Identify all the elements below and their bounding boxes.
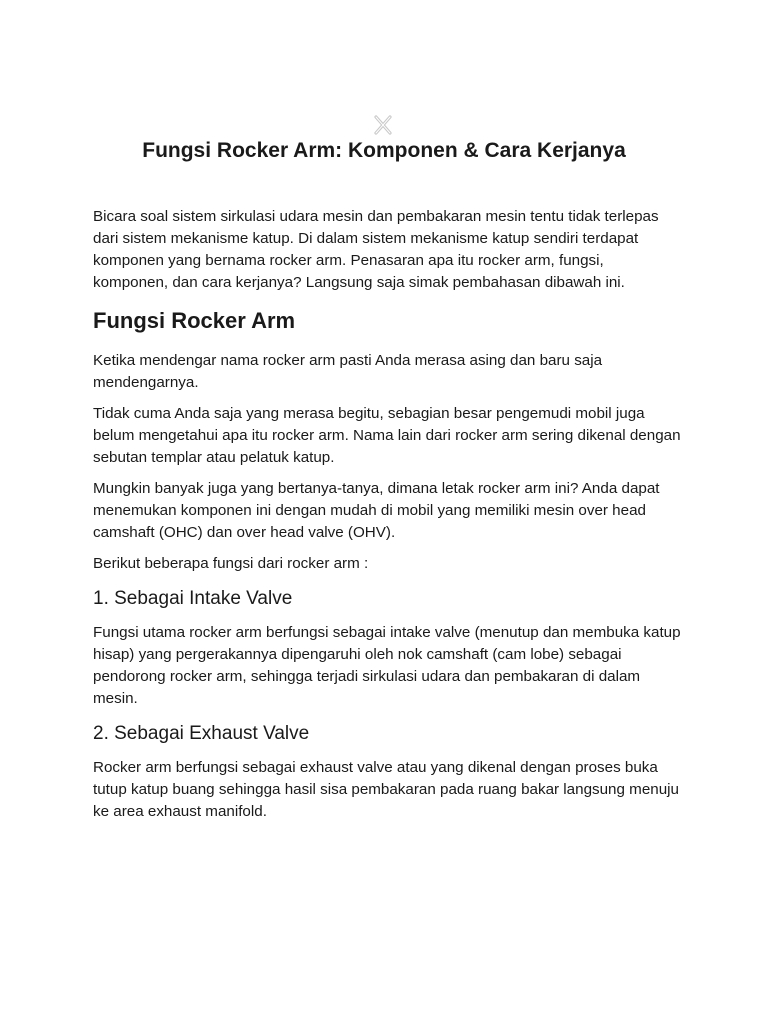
paragraph: Fungsi utama rocker arm berfungsi sebagai intake valve (menutup dan membuka katup hisap) yang pergerakannya dipengaruhi oleh nok camshaft (cam lobe) sebagai pendorong rocker arm, sehingga terjadi sirkulasi udara dan pembakaran di dalam mesin. [93, 624, 681, 707]
intro-paragraph: Bicara soal sistem sirkulasi udara mesin dan pembakaran mesin tentu tidak terlepas dari sistem mekanisme katup. Di dalam sistem mekanisme katup sendiri terdapat komponen yang bernama rocker arm. Penasaran apa itu rocker arm, fungsi, komponen, dan cara kerjanya? Langsung saja simak pembahasan dibawah ini. [93, 208, 659, 291]
paragraph: Mungkin banyak juga yang bertanya-tanya, dimana letak rocker arm ini? Anda dapat menemukan komponen ini dengan mudah di mobil yang memiliki mesin over head camshaft (OHC) dan over head valve (OHV). [93, 480, 660, 541]
subsection-heading: 1. Sebagai Intake Valve [93, 588, 293, 609]
article-body [93, 206, 683, 832]
subsection-heading: 2. Sebagai Exhaust Valve [93, 723, 310, 744]
paragraph: Tidak cuma Anda saja yang merasa begitu, sebagian besar pengemudi mobil juga belum mengetahui apa itu rocker arm. Nama lain dari rocker arm sering dikenal dengan sebutan templar atau pelatuk katup. [93, 405, 681, 466]
paragraph: Rocker arm berfungsi sebagai exhaust valve atau yang dikenal dengan proses buka tutup katup buang sehingga hasil sisa pembakaran pada ruang bakar langsung menuju ke area exhaust manifold. [93, 759, 679, 820]
page-title: Fungsi Rocker Arm: Komponen & Cara Kerjanya [142, 139, 626, 162]
section-heading: Fungsi Rocker Arm [93, 308, 296, 333]
paragraph: Berikut beberapa fungsi dari rocker arm : [93, 555, 369, 572]
paragraph: Ketika mendengar nama rocker arm pasti Anda merasa asing dan baru saja mendengarnya. [93, 352, 603, 391]
x-logo-icon [372, 114, 394, 136]
